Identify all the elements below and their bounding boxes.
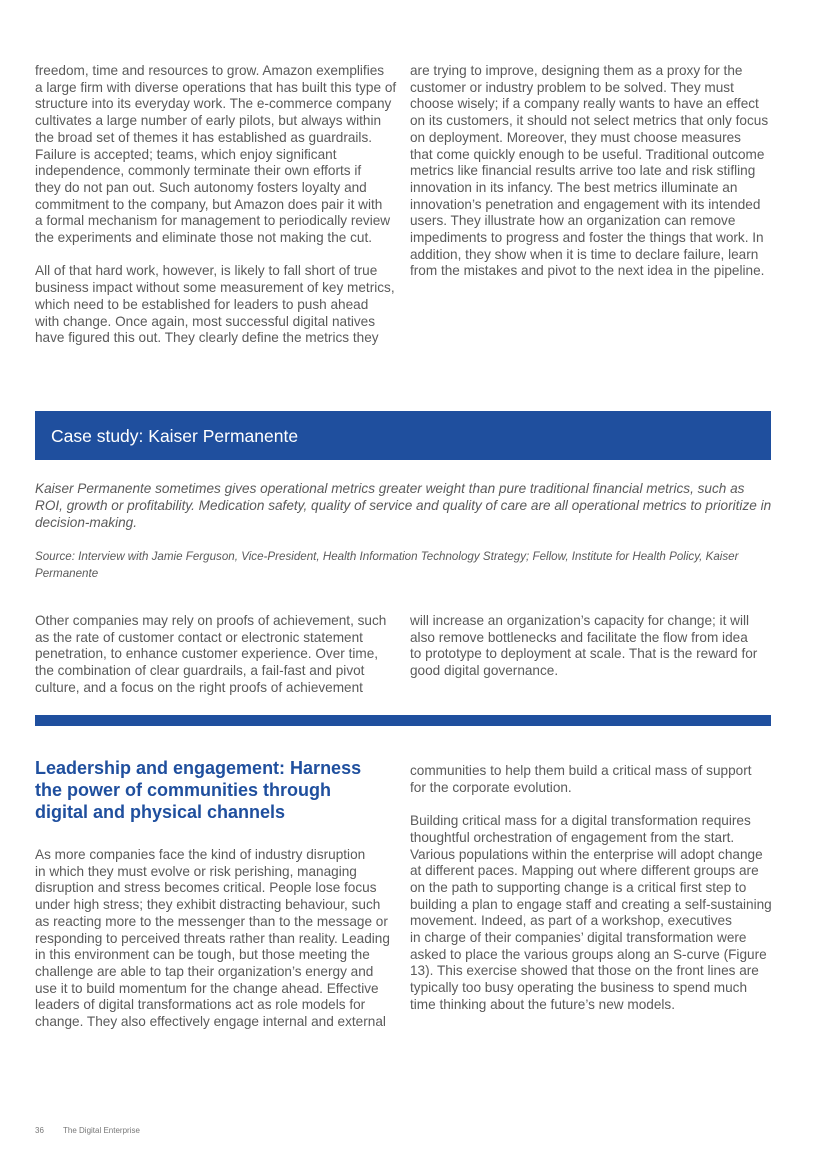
text-line: also remove bottlenecks and facilitate the flow from idea [410,629,748,645]
text-line: As more companies face the kind of industry disruption [35,847,366,862]
text-line: time thinking about the future’s new models. [410,996,675,1012]
text-line: under high stress; they exhibit distracting behaviour, such [35,897,381,913]
text-line: will increase an organization’s capacity for change; it will [410,613,750,628]
text-line: Other companies may rely on proofs of achievement, such [35,613,387,628]
text-line: disruption and stress becomes critical. People lose focus [35,880,377,896]
text-line: asked to place the various groups along an S-curve (Figure [410,946,767,962]
text-line: Kaiser Permanente sometimes gives operational metrics greater weight than pure traditional financial metrics, such as [35,481,745,496]
section-divider [35,715,771,726]
section-heading [35,757,361,823]
paragraph [35,63,396,247]
text-line: to prototype to deployment at scale. That is the reward for [410,646,758,662]
text-line: Leadership and engagement: Harness [35,758,362,778]
text-line: in this environment can be tough, but those meeting the [35,947,370,963]
text-line: as the rate of customer contact or electronic statement [35,629,363,645]
text-line: typically too busy operating the business to spend much [410,980,748,996]
text-line: as reacting more to the messenger than to the message or [35,913,388,929]
text-line: the experiments and eliminate those not making the cut. [35,230,373,246]
case-study-body [35,480,771,531]
text-line: Failure is accepted; teams, which enjoy significant [35,146,337,162]
text-line: for the corporate evolution. [410,779,572,795]
text-line: with change. Once again, most successful digital natives [35,313,376,329]
text-line: a large firm with diverse operations that has built this type of [35,79,397,95]
text-line: the power of communities through [35,780,331,800]
text-line: digital and physical channels [35,802,286,822]
text-line: 13). This exercise showed that those on the front lines are [410,963,759,979]
text-line: Various populations within the enterprise will adopt change [410,846,763,862]
text-line: business impact without some measurement of key metrics, [35,280,395,296]
text-line: leaders of digital transformations act as role models for [35,997,366,1013]
top-left-column [35,63,396,347]
text-line: All of that hard work, however, is likely to fall short of true [35,263,378,279]
text-line: users. They illustrate how an organization can remove [410,213,736,229]
text-line: innovation’s penetration and engagement with its intended [410,196,761,212]
text-line: on the path to supporting change is a critical first step to [410,879,747,895]
text-line: independence, commonly terminate their own efforts if [35,163,362,179]
text-line: impediments to progress and foster the things that work. In [410,230,764,246]
paragraph [410,613,757,680]
text-line: thoughtful orchestration of engagement from the start. [410,829,735,845]
text-line: communities to help them build a critical mass of support [410,763,752,778]
section-right-column [410,763,772,1014]
text-line: on deployment. Moreover, they must choose measures [410,129,741,145]
footer-title: The Digital Enterprise [63,1126,140,1135]
text-line: have figured this out. They clearly define the metrics they [35,330,379,346]
text-line: in which they must evolve or risk perishing, managing [35,863,357,879]
text-line: a formal mechanism for management to periodically review [35,213,391,229]
text-line: commitment to the company, but Amazon does pair it with [35,196,383,212]
text-line: challenge are able to tap their organization’s energy and [35,963,374,979]
text-line: cultivates a large number of early pilots, but always within [35,113,382,129]
text-line: are trying to improve, designing them as a proxy for the [410,63,743,78]
text-line: use it to build momentum for the change ahead. Effective [35,980,379,996]
mid-right-column [410,613,757,680]
text-line: innovation in its infancy. The best metrics illuminate an [410,179,738,195]
text-line: addition, they show when it is time to declare failure, learn [410,246,759,262]
text-line: responding to perceived threats rather than reality. Leading [35,930,390,946]
text-line: Source: Interview with Jamie Ferguson, Vice-President, Health Information Technology Strategy; Fellow, Institute for Health Policy, Kaiser [35,550,739,563]
paragraph [410,763,772,796]
text-line: structure into its everyday work. The e-commerce company [35,96,392,112]
text-line: building a plan to engage staff and creating a self-sustaining [410,896,772,912]
text-line: from the mistakes and pivot to the next idea in the pipeline. [410,263,765,279]
text-line: ROI, growth or profitability. Medication safety, quality of service and quality of care are all operational metrics to prioritize in [35,498,772,513]
text-line: on its customers, it should not select metrics that only focus [410,113,769,129]
text-line: at different paces. Mapping out where different groups are [410,863,759,879]
text-line: penetration, to enhance customer experience. Over time, [35,646,379,662]
text-line: in charge of their companies’ digital transformation were [410,930,747,946]
text-line: good digital governance. [410,663,559,679]
text-line: choose wisely; if a company really wants to have an effect [410,96,759,112]
mid-left-column [35,613,386,697]
top-right-column [410,63,768,280]
text-line: customer or industry problem to be solved. They must [410,79,734,95]
paragraph [35,847,390,1031]
text-line: freedom, time and resources to grow. Amazon exemplifies [35,63,385,78]
text-line: movement. Indeed, as part of a workshop, executives [410,913,732,929]
text-line: the combination of clear guardrails, a fail-fast and pivot [35,663,365,679]
case-study-banner [35,411,771,460]
case-study-title: Case study: Kaiser Permanente [51,426,299,446]
paragraph [35,613,386,697]
text-line: that come quickly enough to be useful. Traditional outcome [410,146,765,162]
paragraph [410,63,768,280]
text-line: metrics like financial results arrive too late and risk stifling [410,163,756,179]
text-line: which need to be established for leaders to push ahead [35,296,369,312]
paragraph [410,813,772,1013]
text-line: decision-making. [35,515,137,530]
text-line: the broad set of themes it has established as guardrails. [35,129,373,145]
text-line: they do not pan out. Such autonomy fosters loyalty and [35,179,367,195]
text-line: Building critical mass for a digital transformation requires [410,813,751,829]
page-number: 36 [35,1126,44,1135]
section-left-column [35,847,390,1031]
text-line: change. They also effectively engage internal and external [35,1014,386,1030]
text-line: Permanente [35,567,99,580]
case-study-source [35,548,738,582]
text-line: culture, and a focus on the right proofs of achievement [35,679,363,695]
paragraph [35,263,396,347]
